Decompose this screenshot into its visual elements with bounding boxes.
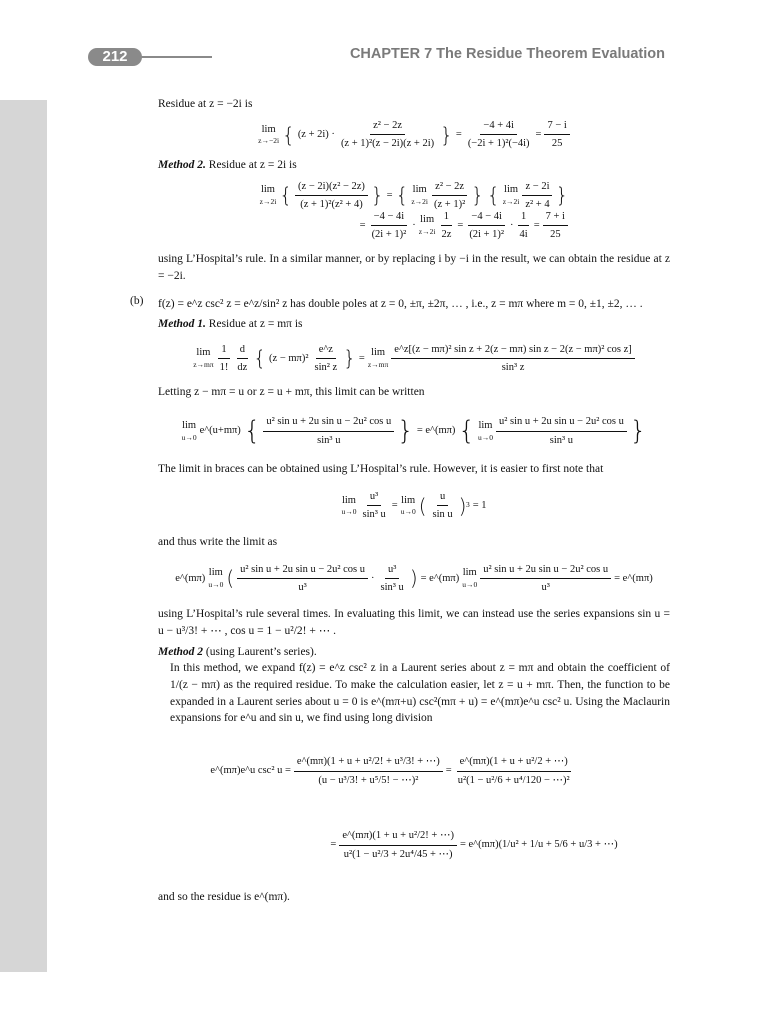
item-b-text: f(z) = e^z csc² z = e^z/sin² z has double poles at z = 0, ±π, ±2π, … , i.e., z = mπ where m = 0, ±1, ±2, … . xyxy=(158,297,643,310)
chapter-title: CHAPTER 7 The Residue Theorem Evaluation xyxy=(349,46,665,62)
page-number: 212 xyxy=(88,48,142,66)
method-1-heading: Method 1. Residue at z = mπ is xyxy=(158,317,303,330)
braces-paragraph: The limit in braces can be obtained using L’Hospital’s rule. However, it is easier to first note that xyxy=(158,463,604,476)
equation-3: lim z→mπ $\frac{1}{1!}$ $\frac{d}{dz}$ { (z − mπ)² $\frac{e\^{}z}{\text{sin² z}}$ } = lim z→mπ $\frac{\text{e\textasciicircum{}z[(z − mπ)² sin z + 2(z − mπ) sin z − 2(z − mπ)² cos z]}}{\text{sin³ z}}$ xyxy=(158,332,670,384)
page-body xyxy=(130,96,670,906)
method-2-heading: Method 2. Residue at z = 2i is xyxy=(158,158,297,171)
method-2-laurent-heading: Method 2 (using Laurent’s series). xyxy=(158,645,317,658)
residue-intro: Residue at z = −2i is xyxy=(158,98,253,110)
fraction: $\frac{7 - i}{25}$ xyxy=(544,118,569,151)
equation-2: lim z→2i { $\frac{\text{(z − 2i)(z² − 2z)}}{\text{(z + 1)²(z² + 4)}}$ } = { lim z→2i $\frac{\text{z² − 2z}}{\text{(z + 1)²}}$ } { lim z→2i $\frac{z - 2i}{\text{z² + 4}}$ } = $\frac{-4 - 4i}{\text{(2i + 1)²}}$ · lim z→2i $\frac{1}{2z}$ = $\frac{-4 - 4i}{\text{(2i + 1)²}}$ · $\frac{1}{4i}$ = $\frac{7 + i}{25}$ xyxy=(259,180,569,240)
item-label: (b) xyxy=(130,294,144,307)
fraction: $\frac{-4 + 4i}{\text{(−2i + 1)²(−4i)}}$ xyxy=(467,119,530,150)
series-paragraph: using L’Hospital’s rule several times. In evaluating this limit, we can instead use the series expansions sin u = u − u³/3! + ⋯ , cos u = 1 − u²/2! + ⋯ . xyxy=(158,608,670,638)
equation-6: e^(mπ) lim u→0 ( $\frac{\text{u² sin u + 2u sin u − 2u² cos u}}{\text{u³}}$ · $\frac{\text{u³}}{\text{sin³ u}}$ ) = e^(mπ) lim u→0 $\frac{\text{u² sin u + 2u sin u − 2u² cos u}}{\text{u³}}$ = e^(mπ) xyxy=(175,563,653,593)
equation-7: e^(mπ)e^u csc² u = $\frac{\text{e\textasciicircum{}(mπ)(1 + u + u²/2! + u³/3! + ⋯)}}{\text{(u − u³/3! + u⁵/5! − ⋯)²}}$ = $\frac{\text{e\textasciicircum{}(mπ)(1 + u + u²/2 + ⋯)}}{\text{u²(1 − u²/6 + u⁴/120 − ⋯)²}}$ = $\frac{\text{e\textasciicircum{}(mπ)(1 + u + u²/2! + ⋯)}}{\text{u²(1 − u²/3 + 2u⁴/45 + ⋯)}}$ = e^(mπ)(1/u² + 1/u + 5/6 + u/3 + ⋯) xyxy=(210,756,618,860)
laurent-paragraph: In this method, we expand f(z) = e^z csc² z in a Laurent series about z = mπ and obtain the coefficient of 1/(z − mπ) as the required residue. To make the calculation easier, let z = u + mπ. Then, the function to be expanded in a Laurent series about u = 0 is e^(mπ+u) csc²(mπ + u) = e^(mπ)e^u csc² u. Using the Maclaurin expansions for e^u and sin u, we find using long division xyxy=(170,662,670,725)
letting-paragraph: Letting z − mπ = u or z = u + mπ, this limit can be written xyxy=(158,386,425,399)
item-b xyxy=(130,293,670,316)
page-sidebar-band xyxy=(0,100,47,972)
hospital-paragraph: using L’Hospital’s rule. In a similar manner, or by replacing i by −i in the result, we can obtain the residue at z = −2i. xyxy=(158,253,670,283)
header-rule xyxy=(140,56,212,58)
equation-4: lim u→0 e^(u+mπ) { $\frac{\text{u² sin u + 2u sin u − 2u² cos u}}{\text{sin³ u}}$ } = e^(mπ) { lim u→0 $\frac{\text{u² sin u + 2u sin u − 2u² cos u}}{\text{sin³ u}}$ } xyxy=(181,416,647,447)
page-header xyxy=(0,40,758,72)
final-sentence: and so the residue is e^(mπ). xyxy=(158,891,290,904)
equation-1: lim z→−2i { (z + 2i) · $\frac{\text{z² − 2z}}{\text{(z + 1)²(z − 2i)(z + 2i)}}$ } = $\frac{-4 + 4i}{\text{(−2i + 1)²(−4i)}}$ = $\frac{7 - i}{25}$ xyxy=(158,113,670,157)
fraction: $\frac{\text{z² − 2z}}{\text{(z + 1)²(z − 2i)(z + 2i)}}$ xyxy=(340,119,435,150)
thus-paragraph: and thus write the limit as xyxy=(158,535,278,548)
equation-5: lim u→0 $\frac{\text{u³}}{\text{sin³ u}}$ = lim u→0 ( $\frac{u}{\text{sin u}}$ ) 3 = 1 xyxy=(341,490,487,521)
limit: lim z→−2i xyxy=(258,123,280,146)
